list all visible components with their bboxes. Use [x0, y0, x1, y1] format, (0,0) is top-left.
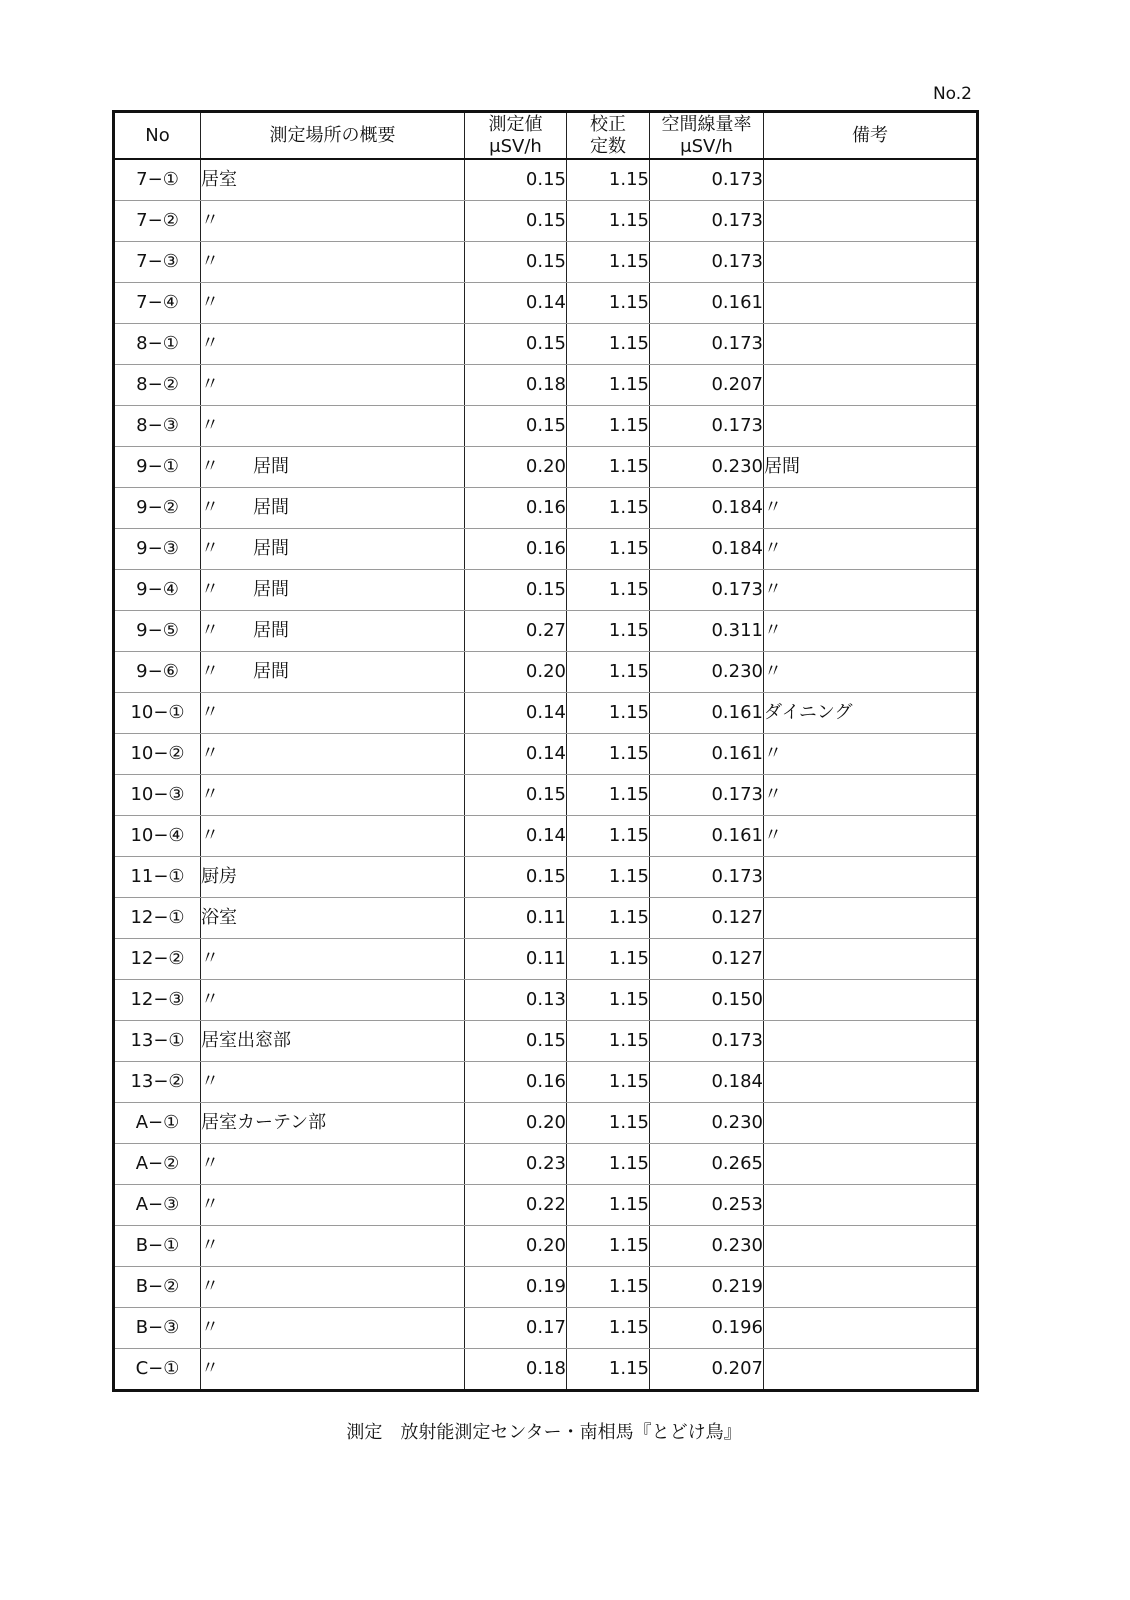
row-number: 13−① — [114, 1021, 201, 1062]
col-header-dose-rate-unit: μSV/h — [680, 135, 733, 157]
location-cell — [201, 734, 465, 775]
note-cell — [764, 1144, 978, 1185]
col-header-measured — [465, 112, 567, 160]
location-text: 〃 — [201, 1071, 219, 1092]
row-number: 11−① — [114, 857, 201, 898]
table-row — [114, 775, 978, 816]
location-cell — [201, 1185, 465, 1226]
calibration-constant: 1.15 — [567, 365, 650, 406]
row-number: B−② — [114, 1267, 201, 1308]
dose-rate-value: 0.161 — [650, 734, 764, 775]
calibration-constant: 1.15 — [567, 488, 650, 529]
measured-value: 0.20 — [465, 652, 567, 693]
dose-rate-value: 0.161 — [650, 693, 764, 734]
note-cell — [764, 365, 978, 406]
note-cell — [764, 242, 978, 283]
col-header-calibration-label-2: 定数 — [590, 135, 626, 157]
col-header-dose-rate-label: 空間線量率 — [661, 113, 752, 135]
calibration-constant: 1.15 — [567, 1062, 650, 1103]
row-number: 9−⑤ — [114, 611, 201, 652]
location-text: 〃 — [201, 1317, 219, 1338]
table-row — [114, 1103, 978, 1144]
dose-rate-value: 0.230 — [650, 1103, 764, 1144]
calibration-constant: 1.15 — [567, 939, 650, 980]
location-cell — [201, 1308, 465, 1349]
measured-value: 0.15 — [465, 857, 567, 898]
table-row — [114, 611, 978, 652]
calibration-constant: 1.15 — [567, 898, 650, 939]
calibration-constant: 1.15 — [567, 611, 650, 652]
location-cell — [201, 324, 465, 365]
location-text: 〃 — [201, 784, 219, 805]
table-row — [114, 324, 978, 365]
table-row — [114, 1021, 978, 1062]
dose-rate-value: 0.230 — [650, 447, 764, 488]
location-cell — [201, 159, 465, 201]
location-text: 〃 — [201, 1194, 219, 1215]
location-subtext: 居間 — [253, 579, 289, 600]
location-text: 〃 — [201, 1153, 219, 1174]
table-row — [114, 980, 978, 1021]
location-text: 〃 — [201, 497, 219, 518]
location-text: 〃 — [201, 1276, 219, 1297]
col-header-no: No — [114, 112, 201, 160]
location-text: 浴室 — [201, 907, 237, 928]
note-cell — [764, 159, 978, 201]
measured-value: 0.27 — [465, 611, 567, 652]
calibration-constant: 1.15 — [567, 775, 650, 816]
location-text: 〃 — [201, 210, 219, 231]
note-cell — [764, 857, 978, 898]
note-cell — [764, 324, 978, 365]
row-number: 7−③ — [114, 242, 201, 283]
table-row — [114, 652, 978, 693]
location-text: 〃 — [201, 1358, 219, 1379]
dose-rate-value: 0.173 — [650, 570, 764, 611]
measured-value: 0.20 — [465, 447, 567, 488]
col-header-measured-label: 測定値 — [488, 113, 543, 135]
location-cell — [201, 1226, 465, 1267]
dose-rate-value: 0.161 — [650, 283, 764, 324]
measured-value: 0.11 — [465, 939, 567, 980]
calibration-constant: 1.15 — [567, 1267, 650, 1308]
measured-value: 0.15 — [465, 242, 567, 283]
note-cell — [764, 1308, 978, 1349]
row-number: 9−⑥ — [114, 652, 201, 693]
note-cell — [764, 1021, 978, 1062]
dose-rate-value: 0.311 — [650, 611, 764, 652]
table-row — [114, 1267, 978, 1308]
location-cell — [201, 857, 465, 898]
dose-rate-value: 0.207 — [650, 1349, 764, 1391]
note-cell: 〃 — [764, 611, 978, 652]
dose-rate-value: 0.173 — [650, 201, 764, 242]
dose-rate-value: 0.127 — [650, 898, 764, 939]
measured-value: 0.20 — [465, 1103, 567, 1144]
table-row — [114, 283, 978, 324]
location-cell — [201, 242, 465, 283]
row-number: 8−② — [114, 365, 201, 406]
dose-rate-value: 0.150 — [650, 980, 764, 1021]
table-row — [114, 447, 978, 488]
row-number: A−① — [114, 1103, 201, 1144]
location-text: 〃 — [201, 579, 219, 600]
col-header-dose-rate — [650, 112, 764, 160]
location-text: 〃 — [201, 825, 219, 846]
location-text: 居室 — [201, 169, 237, 190]
calibration-constant: 1.15 — [567, 693, 650, 734]
calibration-constant: 1.15 — [567, 652, 650, 693]
measurement-table — [112, 110, 979, 1392]
row-number: 10−② — [114, 734, 201, 775]
row-number: 13−② — [114, 1062, 201, 1103]
measured-value: 0.15 — [465, 775, 567, 816]
calibration-constant: 1.15 — [567, 734, 650, 775]
calibration-constant: 1.15 — [567, 980, 650, 1021]
table-row — [114, 693, 978, 734]
calibration-constant: 1.15 — [567, 1103, 650, 1144]
location-subtext: 居間 — [253, 538, 289, 559]
dose-rate-value: 0.173 — [650, 159, 764, 201]
location-cell — [201, 980, 465, 1021]
dose-rate-value: 0.253 — [650, 1185, 764, 1226]
measured-value: 0.15 — [465, 159, 567, 201]
calibration-constant: 1.15 — [567, 1308, 650, 1349]
table-row — [114, 1185, 978, 1226]
table-row — [114, 406, 978, 447]
footer-credit: 測定 放射能測定センター・南相馬『とどけ鳥』 — [346, 1422, 742, 1443]
dose-rate-value: 0.173 — [650, 242, 764, 283]
location-cell — [201, 201, 465, 242]
row-number: 7−② — [114, 201, 201, 242]
table-row — [114, 1062, 978, 1103]
calibration-constant: 1.15 — [567, 283, 650, 324]
note-cell — [764, 1062, 978, 1103]
measured-value: 0.18 — [465, 1349, 567, 1391]
calibration-constant: 1.15 — [567, 1185, 650, 1226]
table-row — [114, 857, 978, 898]
location-cell — [201, 898, 465, 939]
row-number: 12−① — [114, 898, 201, 939]
location-text: 〃 — [201, 743, 219, 764]
calibration-constant: 1.15 — [567, 159, 650, 201]
dose-rate-value: 0.207 — [650, 365, 764, 406]
row-number: 10−③ — [114, 775, 201, 816]
note-cell: ダイニング — [764, 693, 978, 734]
dose-rate-value: 0.230 — [650, 652, 764, 693]
calibration-constant: 1.15 — [567, 406, 650, 447]
location-text: 〃 — [201, 989, 219, 1010]
col-header-notes: 備考 — [764, 112, 978, 160]
location-cell — [201, 1021, 465, 1062]
table-row — [114, 159, 978, 201]
row-number: 7−① — [114, 159, 201, 201]
dose-rate-value: 0.127 — [650, 939, 764, 980]
table-row — [114, 201, 978, 242]
note-cell: 居間 — [764, 447, 978, 488]
table-row — [114, 365, 978, 406]
measured-value: 0.14 — [465, 693, 567, 734]
dose-rate-value: 0.184 — [650, 1062, 764, 1103]
measured-value: 0.16 — [465, 488, 567, 529]
location-cell — [201, 1267, 465, 1308]
table-row — [114, 529, 978, 570]
table-body — [114, 159, 978, 1391]
location-subtext: 居間 — [253, 620, 289, 641]
table-row — [114, 242, 978, 283]
location-text: 〃 — [201, 538, 219, 559]
calibration-constant: 1.15 — [567, 816, 650, 857]
location-cell — [201, 816, 465, 857]
page-number: No.2 — [932, 84, 972, 104]
calibration-constant: 1.15 — [567, 1021, 650, 1062]
measured-value: 0.18 — [465, 365, 567, 406]
table-row — [114, 1144, 978, 1185]
col-header-calibration — [567, 112, 650, 160]
row-number: B−③ — [114, 1308, 201, 1349]
measured-value: 0.15 — [465, 570, 567, 611]
location-cell — [201, 447, 465, 488]
location-text: 〃 — [201, 948, 219, 969]
table-row — [114, 488, 978, 529]
dose-rate-value: 0.219 — [650, 1267, 764, 1308]
location-cell — [201, 1062, 465, 1103]
measured-value: 0.14 — [465, 734, 567, 775]
row-number: A−② — [114, 1144, 201, 1185]
note-cell — [764, 980, 978, 1021]
table-row — [114, 734, 978, 775]
note-cell: 〃 — [764, 529, 978, 570]
measured-value: 0.17 — [465, 1308, 567, 1349]
location-subtext: 居間 — [253, 497, 289, 518]
table-row — [114, 939, 978, 980]
measured-value: 0.20 — [465, 1226, 567, 1267]
dose-rate-value: 0.173 — [650, 1021, 764, 1062]
dose-rate-value: 0.196 — [650, 1308, 764, 1349]
dose-rate-value: 0.173 — [650, 406, 764, 447]
measured-value: 0.14 — [465, 816, 567, 857]
row-number: 9−② — [114, 488, 201, 529]
measured-value: 0.15 — [465, 324, 567, 365]
dose-rate-value: 0.184 — [650, 529, 764, 570]
location-text: 〃 — [201, 456, 219, 477]
location-cell — [201, 1144, 465, 1185]
dose-rate-value: 0.173 — [650, 857, 764, 898]
row-number: B−① — [114, 1226, 201, 1267]
note-cell — [764, 939, 978, 980]
location-text: 〃 — [201, 251, 219, 272]
measured-value: 0.13 — [465, 980, 567, 1021]
location-text: 〃 — [201, 1235, 219, 1256]
location-text: 〃 — [201, 661, 219, 682]
location-text: 居室出窓部 — [201, 1030, 291, 1051]
location-cell — [201, 611, 465, 652]
location-subtext: 居間 — [253, 456, 289, 477]
note-cell — [764, 201, 978, 242]
row-number: 8−③ — [114, 406, 201, 447]
note-cell: 〃 — [764, 734, 978, 775]
calibration-constant: 1.15 — [567, 1226, 650, 1267]
location-cell — [201, 1349, 465, 1391]
location-cell — [201, 693, 465, 734]
calibration-constant: 1.15 — [567, 570, 650, 611]
location-cell — [201, 406, 465, 447]
note-cell: 〃 — [764, 652, 978, 693]
note-cell — [764, 406, 978, 447]
table-row — [114, 1308, 978, 1349]
calibration-constant: 1.15 — [567, 1144, 650, 1185]
note-cell — [764, 1349, 978, 1391]
calibration-constant: 1.15 — [567, 201, 650, 242]
location-cell — [201, 652, 465, 693]
location-text: 〃 — [201, 292, 219, 313]
row-number: 9−① — [114, 447, 201, 488]
row-number: 10−④ — [114, 816, 201, 857]
calibration-constant: 1.15 — [567, 324, 650, 365]
row-number: 8−① — [114, 324, 201, 365]
location-text: 〃 — [201, 333, 219, 354]
measured-value: 0.23 — [465, 1144, 567, 1185]
row-number: 7−④ — [114, 283, 201, 324]
dose-rate-value: 0.173 — [650, 775, 764, 816]
note-cell: 〃 — [764, 570, 978, 611]
table-row — [114, 570, 978, 611]
row-number: A−③ — [114, 1185, 201, 1226]
measured-value: 0.16 — [465, 1062, 567, 1103]
location-cell — [201, 775, 465, 816]
row-number: 9−③ — [114, 529, 201, 570]
note-cell — [764, 1267, 978, 1308]
col-header-calibration-label-1: 校正 — [590, 113, 626, 135]
measured-value: 0.22 — [465, 1185, 567, 1226]
location-text: 〃 — [201, 620, 219, 641]
location-text: 厨房 — [201, 866, 237, 887]
table-header-row — [114, 112, 978, 160]
calibration-constant: 1.15 — [567, 529, 650, 570]
location-cell — [201, 1103, 465, 1144]
table-row — [114, 1349, 978, 1391]
note-cell: 〃 — [764, 775, 978, 816]
note-cell — [764, 1103, 978, 1144]
col-header-location: 測定場所の概要 — [201, 112, 465, 160]
location-cell — [201, 283, 465, 324]
measured-value: 0.15 — [465, 406, 567, 447]
location-cell — [201, 529, 465, 570]
row-number: C−① — [114, 1349, 201, 1391]
dose-rate-value: 0.230 — [650, 1226, 764, 1267]
dose-rate-value: 0.184 — [650, 488, 764, 529]
calibration-constant: 1.15 — [567, 447, 650, 488]
location-cell — [201, 570, 465, 611]
calibration-constant: 1.15 — [567, 857, 650, 898]
table-row — [114, 1226, 978, 1267]
table-row — [114, 898, 978, 939]
note-cell: 〃 — [764, 488, 978, 529]
location-text: 〃 — [201, 374, 219, 395]
measured-value: 0.15 — [465, 1021, 567, 1062]
measured-value: 0.11 — [465, 898, 567, 939]
dose-rate-value: 0.265 — [650, 1144, 764, 1185]
location-cell — [201, 488, 465, 529]
note-cell: 〃 — [764, 816, 978, 857]
location-subtext: 居間 — [253, 661, 289, 682]
note-cell — [764, 1226, 978, 1267]
measured-value: 0.14 — [465, 283, 567, 324]
location-text: 居室カーテン部 — [201, 1112, 327, 1133]
measured-value: 0.15 — [465, 201, 567, 242]
note-cell — [764, 283, 978, 324]
measured-value: 0.19 — [465, 1267, 567, 1308]
location-cell — [201, 939, 465, 980]
col-header-measured-unit: μSV/h — [489, 135, 542, 157]
note-cell — [764, 1185, 978, 1226]
location-cell — [201, 365, 465, 406]
location-text: 〃 — [201, 702, 219, 723]
calibration-constant: 1.15 — [567, 242, 650, 283]
table-row — [114, 816, 978, 857]
note-cell — [764, 898, 978, 939]
row-number: 12−② — [114, 939, 201, 980]
row-number: 10−① — [114, 693, 201, 734]
measured-value: 0.16 — [465, 529, 567, 570]
calibration-constant: 1.15 — [567, 1349, 650, 1391]
dose-rate-value: 0.161 — [650, 816, 764, 857]
row-number: 12−③ — [114, 980, 201, 1021]
location-text: 〃 — [201, 415, 219, 436]
dose-rate-value: 0.173 — [650, 324, 764, 365]
row-number: 9−④ — [114, 570, 201, 611]
